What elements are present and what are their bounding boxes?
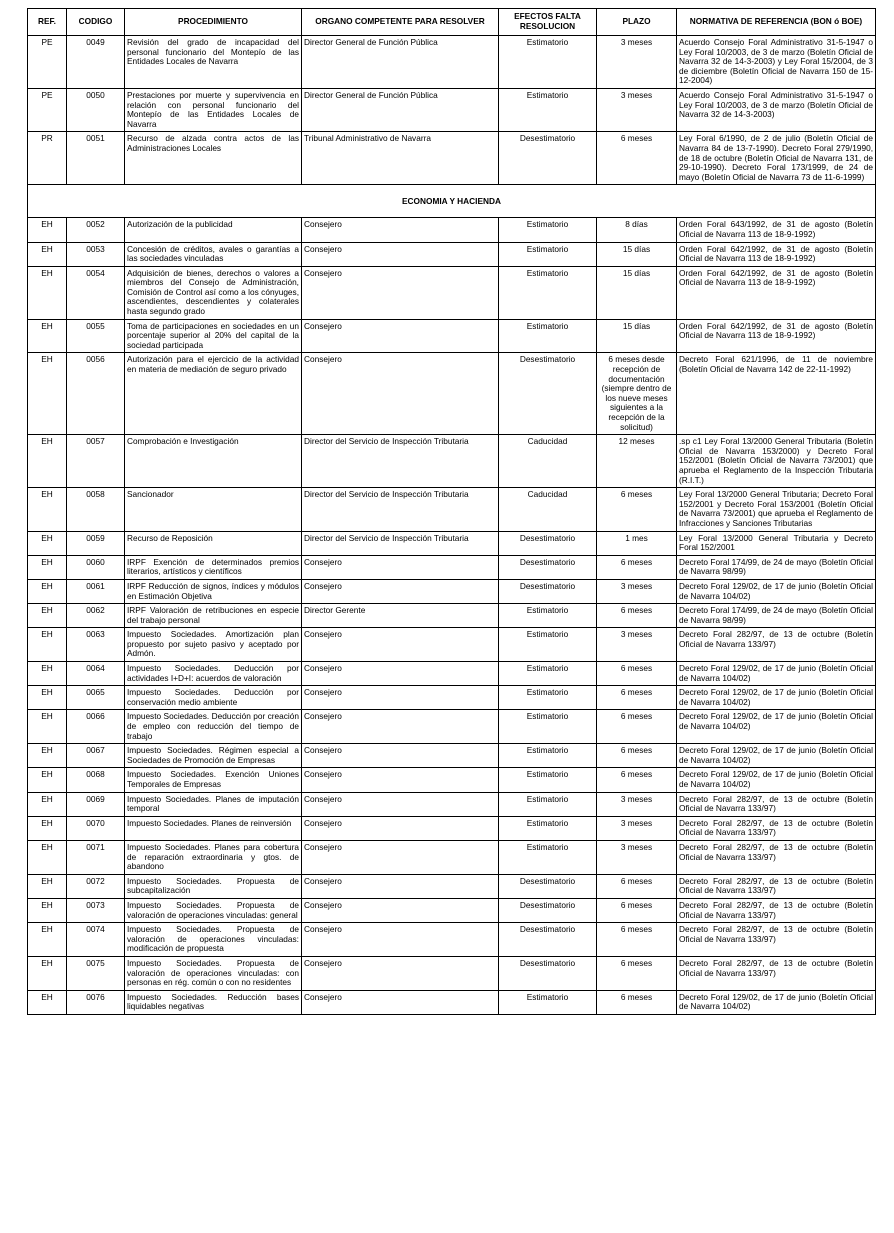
table-body-top <box>28 36 876 185</box>
cell-normativa: Decreto Foral 129/02, de 17 de junio (Boletín Oficial de Navarra 104/02) <box>677 990 876 1014</box>
cell-normativa: Ley Foral 6/1990, de 2 de julio (Boletín Oficial de Navarra 84 de 13-7-1990). Decreto Foral 279/1990, de 18 de octubre (Boletín Oficial de Navarra 131, de 29-10-1990). Decreto Foral 173/1999, de 24 de mayo (Boletín Oficial de Navarra 73 de 11-6-1999) <box>677 132 876 185</box>
cell-organo: Consejero <box>302 840 499 874</box>
cell-codigo: 0070 <box>67 816 125 840</box>
cell-plazo: 6 meses <box>597 768 677 792</box>
table-row <box>28 36 876 89</box>
cell-normativa: Decreto Foral 174/99, de 24 de mayo (Boletín Oficial de Navarra 98/99) <box>677 604 876 628</box>
cell-procedimiento: Impuesto Sociedades. Propuesta de subcapitalización <box>125 874 302 898</box>
cell-organo: Consejero <box>302 898 499 922</box>
cell-codigo: 0068 <box>67 768 125 792</box>
cell-efectos: Estimatorio <box>499 990 597 1014</box>
cell-organo: Consejero <box>302 628 499 662</box>
cell-normativa: Orden Foral 642/1992, de 31 de agosto (Boletín Oficial de Navarra 113 de 18-9-1992) <box>677 319 876 353</box>
cell-ref: EH <box>28 744 67 768</box>
cell-codigo: 0067 <box>67 744 125 768</box>
cell-procedimiento: Revisión del grado de incapacidad del personal funcionario del Montepío de las Entidades Locales de Navarra <box>125 36 302 89</box>
cell-ref: EH <box>28 816 67 840</box>
cell-efectos: Estimatorio <box>499 662 597 686</box>
cell-efectos: Desestimatorio <box>499 353 597 435</box>
cell-efectos: Desestimatorio <box>499 874 597 898</box>
cell-codigo: 0074 <box>67 923 125 957</box>
cell-ref: EH <box>28 792 67 816</box>
cell-procedimiento: Autorización para el ejercicio de la actividad en materia de mediación de seguro privado <box>125 353 302 435</box>
header-ref: REF. <box>28 9 67 36</box>
cell-plazo: 6 meses <box>597 686 677 710</box>
cell-procedimiento: Impuesto Sociedades. Propuesta de valoración de operaciones vinculadas: general <box>125 898 302 922</box>
cell-organo: Consejero <box>302 744 499 768</box>
cell-procedimiento: Autorización de la publicidad <box>125 218 302 242</box>
cell-plazo: 6 meses <box>597 710 677 744</box>
cell-efectos: Estimatorio <box>499 266 597 319</box>
table-row <box>28 266 876 319</box>
cell-codigo: 0053 <box>67 242 125 266</box>
cell-organo: Consejero <box>302 319 499 353</box>
cell-plazo: 15 días <box>597 319 677 353</box>
cell-organo: Consejero <box>302 555 499 579</box>
cell-procedimiento: Prestaciones por muerte y supervivencia en relación con personal funcionario del Montepío de las Entidades Locales de Navarra <box>125 88 302 131</box>
cell-normativa: Decreto Foral 174/99, de 24 de mayo (Boletín Oficial de Navarra 98/99) <box>677 555 876 579</box>
table-row <box>28 816 876 840</box>
cell-efectos: Estimatorio <box>499 710 597 744</box>
cell-codigo: 0054 <box>67 266 125 319</box>
cell-normativa: Decreto Foral 282/97, de 13 de octubre (Boletín Oficial de Navarra 133/97) <box>677 792 876 816</box>
section-title: ECONOMIA Y HACIENDA <box>28 185 876 218</box>
cell-codigo: 0072 <box>67 874 125 898</box>
cell-plazo: 6 meses <box>597 488 677 531</box>
table-row <box>28 88 876 131</box>
table-row <box>28 353 876 435</box>
table-row <box>28 218 876 242</box>
cell-normativa: Decreto Foral 129/02, de 17 de junio (Boletín Oficial de Navarra 104/02) <box>677 710 876 744</box>
cell-procedimiento: Adquisición de bienes, derechos o valores a miembros del Consejo de Administración, Comisión de Control así como a los cónyuges, ascendientes, descendientes y colaterales hasta segundo grado <box>125 266 302 319</box>
cell-codigo: 0073 <box>67 898 125 922</box>
cell-codigo: 0069 <box>67 792 125 816</box>
cell-organo: Consejero <box>302 353 499 435</box>
cell-plazo: 6 meses <box>597 898 677 922</box>
header-codigo: CODIGO <box>67 9 125 36</box>
procedures-table <box>27 8 876 1015</box>
cell-plazo: 6 meses <box>597 662 677 686</box>
table-row <box>28 686 876 710</box>
table-row <box>28 662 876 686</box>
cell-organo: Consejero <box>302 710 499 744</box>
cell-plazo: 6 meses <box>597 990 677 1014</box>
header-efectos: EFECTOS FALTA RESOLUCION <box>499 9 597 36</box>
cell-plazo: 6 meses <box>597 132 677 185</box>
cell-efectos: Estimatorio <box>499 36 597 89</box>
cell-codigo: 0052 <box>67 218 125 242</box>
table-row <box>28 132 876 185</box>
cell-codigo: 0057 <box>67 435 125 488</box>
cell-codigo: 0075 <box>67 956 125 990</box>
cell-procedimiento: Impuesto Sociedades. Deducción por creación de empleo con reducción del tiempo de trabajo <box>125 710 302 744</box>
cell-codigo: 0063 <box>67 628 125 662</box>
cell-ref: PE <box>28 88 67 131</box>
cell-organo: Director Gerente <box>302 604 499 628</box>
table-row <box>28 768 876 792</box>
cell-organo: Consejero <box>302 956 499 990</box>
cell-plazo: 6 meses <box>597 555 677 579</box>
table-row <box>28 555 876 579</box>
cell-organo: Director del Servicio de Inspección Tributaria <box>302 531 499 555</box>
cell-organo: Consejero <box>302 874 499 898</box>
cell-normativa: Acuerdo Consejo Foral Administrativo 31-5-1947 o Ley Foral 10/2003, de 3 de marzo (Boletín Oficial de Navarra 32 de 14-3-2003) <box>677 88 876 131</box>
table-row <box>28 874 876 898</box>
cell-ref: EH <box>28 266 67 319</box>
cell-normativa: Decreto Foral 282/97, de 13 de octubre (Boletín Oficial de Navarra 133/97) <box>677 874 876 898</box>
cell-organo: Consejero <box>302 686 499 710</box>
cell-ref: EH <box>28 579 67 603</box>
cell-efectos: Estimatorio <box>499 628 597 662</box>
cell-efectos: Estimatorio <box>499 744 597 768</box>
cell-efectos: Estimatorio <box>499 686 597 710</box>
cell-ref: EH <box>28 710 67 744</box>
cell-ref: EH <box>28 531 67 555</box>
cell-normativa: Decreto Foral 282/97, de 13 de octubre (Boletín Oficial de Navarra 133/97) <box>677 816 876 840</box>
cell-efectos: Desestimatorio <box>499 531 597 555</box>
cell-procedimiento: Impuesto Sociedades. Propuesta de valoración de operaciones vinculadas: modificación de propuesta <box>125 923 302 957</box>
cell-organo: Consejero <box>302 266 499 319</box>
cell-normativa: Ley Foral 13/2000 General Tributaria y Decreto Foral 152/2001 <box>677 531 876 555</box>
section-heading-row <box>28 185 876 218</box>
cell-normativa: Decreto Foral 621/1996, de 11 de noviembre (Boletín Oficial de Navarra 142 de 22-11-1992) <box>677 353 876 435</box>
cell-efectos: Estimatorio <box>499 604 597 628</box>
cell-procedimiento: IRPF Reducción de signos, índices y módulos en Estimación Objetiva <box>125 579 302 603</box>
table-row <box>28 435 876 488</box>
cell-procedimiento: Impuesto Sociedades. Propuesta de valoración de operaciones vinculadas: con personas en rég. común o con no residentes <box>125 956 302 990</box>
cell-organo: Director General de Función Pública <box>302 88 499 131</box>
cell-procedimiento: Impuesto Sociedades. Exención Uniones Temporales de Empresas <box>125 768 302 792</box>
cell-ref: EH <box>28 555 67 579</box>
cell-procedimiento: Impuesto Sociedades. Planes de imputación temporal <box>125 792 302 816</box>
cell-ref: EH <box>28 435 67 488</box>
cell-efectos: Estimatorio <box>499 768 597 792</box>
cell-codigo: 0061 <box>67 579 125 603</box>
table-row <box>28 990 876 1014</box>
cell-ref: EH <box>28 662 67 686</box>
header-procedimiento: PROCEDIMIENTO <box>125 9 302 36</box>
cell-codigo: 0059 <box>67 531 125 555</box>
cell-procedimiento: Impuesto Sociedades. Amortización plan propuesto por sujeto pasivo y aceptado por Admón. <box>125 628 302 662</box>
cell-organo: Director del Servicio de Inspección Tributaria <box>302 435 499 488</box>
cell-organo: Consejero <box>302 792 499 816</box>
cell-normativa: Decreto Foral 129/02, de 17 de junio (Boletín Oficial de Navarra 104/02) <box>677 744 876 768</box>
cell-normativa: Decreto Foral 282/97, de 13 de octubre (Boletín Oficial de Navarra 133/97) <box>677 898 876 922</box>
header-plazo: PLAZO <box>597 9 677 36</box>
table-row <box>28 840 876 874</box>
cell-plazo: 15 días <box>597 242 677 266</box>
cell-organo: Director General de Función Pública <box>302 36 499 89</box>
cell-organo: Consejero <box>302 579 499 603</box>
cell-procedimiento: Impuesto Sociedades. Régimen especial a Sociedades de Promoción de Empresas <box>125 744 302 768</box>
cell-ref: EH <box>28 604 67 628</box>
cell-normativa: Decreto Foral 129/02, de 17 de junio (Boletín Oficial de Navarra 104/02) <box>677 579 876 603</box>
cell-plazo: 15 días <box>597 266 677 319</box>
cell-codigo: 0071 <box>67 840 125 874</box>
cell-ref: EH <box>28 319 67 353</box>
cell-organo: Tribunal Administrativo de Navarra <box>302 132 499 185</box>
cell-codigo: 0058 <box>67 488 125 531</box>
cell-codigo: 0062 <box>67 604 125 628</box>
cell-normativa: Decreto Foral 129/02, de 17 de junio (Boletín Oficial de Navarra 104/02) <box>677 768 876 792</box>
cell-ref: EH <box>28 956 67 990</box>
cell-normativa: Decreto Foral 129/02, de 17 de junio (Boletín Oficial de Navarra 104/02) <box>677 686 876 710</box>
cell-efectos: Estimatorio <box>499 88 597 131</box>
cell-efectos: Caducidad <box>499 435 597 488</box>
cell-normativa: Decreto Foral 282/97, de 13 de octubre (Boletín Oficial de Navarra 133/97) <box>677 628 876 662</box>
cell-procedimiento: Recurso de alzada contra actos de las Administraciones Locales <box>125 132 302 185</box>
cell-codigo: 0060 <box>67 555 125 579</box>
cell-normativa: .sp c1 Ley Foral 13/2000 General Tributaria (Boletín Oficial de Navarra 153/2000) y Decreto Foral 152/2001 (Boletín Oficial de Navarra 73/2001) que aprueba el Reglamento de la Inspección Tributaria (R.I.T.) <box>677 435 876 488</box>
cell-codigo: 0056 <box>67 353 125 435</box>
cell-plazo: 3 meses <box>597 36 677 89</box>
cell-efectos: Estimatorio <box>499 816 597 840</box>
cell-ref: EH <box>28 628 67 662</box>
cell-efectos: Desestimatorio <box>499 555 597 579</box>
cell-plazo: 3 meses <box>597 816 677 840</box>
table-row <box>28 579 876 603</box>
cell-normativa: Decreto Foral 129/02, de 17 de junio (Boletín Oficial de Navarra 104/02) <box>677 662 876 686</box>
cell-normativa: Acuerdo Consejo Foral Administrativo 31-5-1947 o Ley Foral 10/2003, de 3 de marzo (Boletín Oficial de Navarra 32 de 14-3-2003) y Ley Foral 15/2004, de 3 de diciembre (Boletín Oficial de Navarra 150 de 15-12-2004) <box>677 36 876 89</box>
cell-plazo: 6 meses <box>597 744 677 768</box>
cell-normativa: Orden Foral 642/1992, de 31 de agosto (Boletín Oficial de Navarra 113 de 18-9-1992) <box>677 242 876 266</box>
cell-procedimiento: Impuesto Sociedades. Reducción bases liquidables negativas <box>125 990 302 1014</box>
header-normativa: NORMATIVA DE REFERENCIA (BON ó BOE) <box>677 9 876 36</box>
cell-plazo: 12 meses <box>597 435 677 488</box>
cell-procedimiento: Impuesto Sociedades. Deducción por conservación medio ambiente <box>125 686 302 710</box>
cell-ref: EH <box>28 898 67 922</box>
cell-procedimiento: IRPF Valoración de retribuciones en especie del trabajo personal <box>125 604 302 628</box>
cell-efectos: Desestimatorio <box>499 956 597 990</box>
cell-organo: Consejero <box>302 242 499 266</box>
cell-ref: EH <box>28 686 67 710</box>
cell-normativa: Ley Foral 13/2000 General Tributaria; Decreto Foral 152/2001 y Decreto Foral 153/2001 (Boletín Oficial de Navarra 73/2001) que aprueba el Reglamento de Infracciones y Sanciones Tributarias <box>677 488 876 531</box>
cell-organo: Consejero <box>302 816 499 840</box>
section-heading-group <box>28 185 876 218</box>
cell-ref: EH <box>28 218 67 242</box>
cell-codigo: 0055 <box>67 319 125 353</box>
table-row <box>28 604 876 628</box>
cell-normativa: Orden Foral 643/1992, de 31 de agosto (Boletín Oficial de Navarra 113 de 18-9-1992) <box>677 218 876 242</box>
cell-codigo: 0066 <box>67 710 125 744</box>
cell-organo: Director del Servicio de Inspección Tributaria <box>302 488 499 531</box>
cell-procedimiento: Toma de participaciones en sociedades en un porcentaje superior al 20% del capital de la sociedad participada <box>125 319 302 353</box>
cell-plazo: 3 meses <box>597 840 677 874</box>
table-body-main <box>28 218 876 1015</box>
cell-procedimiento: IRPF Exención de determinados premios literarios, artísticos y científicos <box>125 555 302 579</box>
cell-procedimiento: Impuesto Sociedades. Planes para cobertura de reparación extraordinaria y gtos. de abandono <box>125 840 302 874</box>
cell-ref: EH <box>28 990 67 1014</box>
cell-procedimiento: Comprobación e Investigación <box>125 435 302 488</box>
table-row <box>28 956 876 990</box>
cell-plazo: 6 meses desde recepción de documentación (siempre dentro de los nueve meses siguientes a la recepción de la solicitud) <box>597 353 677 435</box>
table-row <box>28 242 876 266</box>
cell-efectos: Estimatorio <box>499 242 597 266</box>
cell-ref: EH <box>28 768 67 792</box>
cell-organo: Consejero <box>302 990 499 1014</box>
cell-plazo: 3 meses <box>597 88 677 131</box>
table-row <box>28 744 876 768</box>
cell-codigo: 0064 <box>67 662 125 686</box>
cell-ref: EH <box>28 874 67 898</box>
cell-normativa: Decreto Foral 282/97, de 13 de octubre (Boletín Oficial de Navarra 133/97) <box>677 840 876 874</box>
cell-plazo: 6 meses <box>597 923 677 957</box>
cell-procedimiento: Sancionador <box>125 488 302 531</box>
cell-codigo: 0049 <box>67 36 125 89</box>
cell-ref: EH <box>28 488 67 531</box>
cell-plazo: 8 días <box>597 218 677 242</box>
cell-organo: Consejero <box>302 218 499 242</box>
cell-plazo: 6 meses <box>597 604 677 628</box>
cell-codigo: 0076 <box>67 990 125 1014</box>
table-row <box>28 923 876 957</box>
cell-codigo: 0065 <box>67 686 125 710</box>
cell-organo: Consejero <box>302 662 499 686</box>
cell-efectos: Desestimatorio <box>499 898 597 922</box>
cell-ref: EH <box>28 353 67 435</box>
cell-ref: PR <box>28 132 67 185</box>
cell-plazo: 3 meses <box>597 579 677 603</box>
table-row <box>28 488 876 531</box>
cell-procedimiento: Impuesto Sociedades. Planes de reinversión <box>125 816 302 840</box>
cell-codigo: 0051 <box>67 132 125 185</box>
table-header-row <box>28 9 876 36</box>
cell-normativa: Decreto Foral 282/97, de 13 de octubre (Boletín Oficial de Navarra 133/97) <box>677 956 876 990</box>
cell-efectos: Estimatorio <box>499 840 597 874</box>
cell-efectos: Estimatorio <box>499 319 597 353</box>
cell-efectos: Desestimatorio <box>499 579 597 603</box>
cell-efectos: Desestimatorio <box>499 132 597 185</box>
cell-efectos: Estimatorio <box>499 792 597 816</box>
cell-efectos: Caducidad <box>499 488 597 531</box>
table-row <box>28 531 876 555</box>
cell-plazo: 3 meses <box>597 628 677 662</box>
table-row <box>28 628 876 662</box>
cell-efectos: Desestimatorio <box>499 923 597 957</box>
table-row <box>28 792 876 816</box>
cell-normativa: Decreto Foral 282/97, de 13 de octubre (Boletín Oficial de Navarra 133/97) <box>677 923 876 957</box>
cell-ref: EH <box>28 923 67 957</box>
cell-plazo: 1 mes <box>597 531 677 555</box>
table-row <box>28 710 876 744</box>
table-row <box>28 319 876 353</box>
cell-ref: EH <box>28 840 67 874</box>
cell-ref: PE <box>28 36 67 89</box>
cell-plazo: 3 meses <box>597 792 677 816</box>
cell-procedimiento: Concesión de créditos, avales o garantías a las sociedades vinculadas <box>125 242 302 266</box>
cell-plazo: 6 meses <box>597 874 677 898</box>
cell-plazo: 6 meses <box>597 956 677 990</box>
cell-organo: Consejero <box>302 768 499 792</box>
cell-procedimiento: Impuesto Sociedades. Deducción por actividades I+D+I: acuerdos de valoración <box>125 662 302 686</box>
cell-efectos: Estimatorio <box>499 218 597 242</box>
cell-ref: EH <box>28 242 67 266</box>
cell-normativa: Orden Foral 642/1992, de 31 de agosto (Boletín Oficial de Navarra 113 de 18-9-1992) <box>677 266 876 319</box>
cell-organo: Consejero <box>302 923 499 957</box>
header-organo: ORGANO COMPETENTE PARA RESOLVER <box>302 9 499 36</box>
table-row <box>28 898 876 922</box>
cell-codigo: 0050 <box>67 88 125 131</box>
cell-procedimiento: Recurso de Reposición <box>125 531 302 555</box>
